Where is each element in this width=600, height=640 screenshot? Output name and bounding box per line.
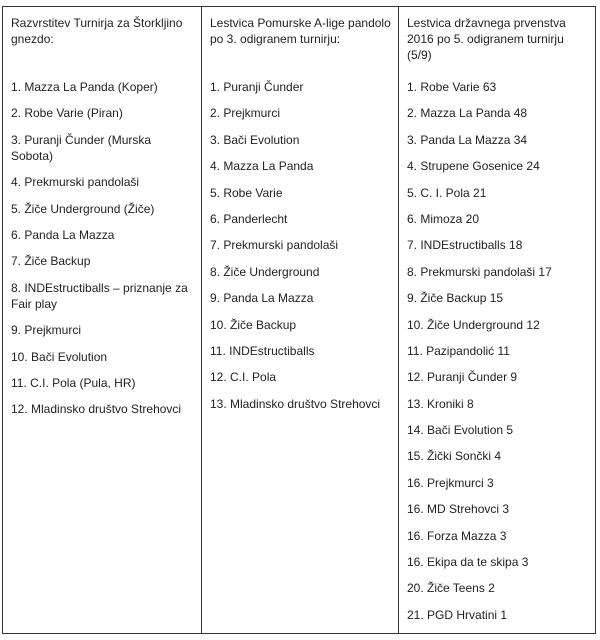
list-item: 8. Žiče Underground <box>210 264 320 279</box>
column-title: Razvrstitev Turnirja za Štorkljino gnezdo: <box>11 16 183 46</box>
list-item: 3. Bači Evolution <box>210 132 300 147</box>
list-item: 12. Mladinsko društvo Strehovci <box>11 402 182 417</box>
list-item: 2. Robe Varie (Piran) <box>11 106 123 121</box>
list-item: 3. Puranji Čunder (Murska Sobota) <box>11 132 152 163</box>
list-item: 10. Žiče Backup <box>210 317 297 332</box>
ranking-list <box>407 79 589 623</box>
standings-table <box>2 6 596 634</box>
list-item: 15. Žički Sončki 4 <box>407 449 502 464</box>
list-item: 1. Puranji Čunder <box>210 80 304 94</box>
list-item: 1. Mazza La Panda (Koper) <box>11 80 158 94</box>
list-item: 16. MD Strehovci 3 <box>407 502 510 517</box>
column-title: Lestvica državnega prvenstva 2016 po 5. odigranem turnirju (5/9) <box>407 16 566 62</box>
list-item: 10. Bači Evolution <box>11 349 108 364</box>
list-item: 5. Robe Varie <box>210 185 283 200</box>
list-item: 1. Robe Varie 63 <box>407 80 497 94</box>
list-item: 11. INDEstructiballs <box>210 343 315 358</box>
list-item: 11. C.I. Pola (Pula, HR) <box>11 375 136 390</box>
list-item: 13. Kroniki 8 <box>407 396 474 411</box>
list-item: 7. Prekmurski pandolaši <box>210 238 339 253</box>
list-item: 9. Žiče Backup 15 <box>407 291 504 306</box>
ranking-list <box>210 79 392 412</box>
list-item: 3. Panda La Mazza 34 <box>407 132 528 147</box>
list-item: 4. Strupene Gosenice 24 <box>407 159 540 174</box>
list-item: 6. Panda La Mazza <box>11 227 115 242</box>
list-item: 5. C. I. Pola 21 <box>407 185 487 200</box>
list-item: 16. Prejkmurci 3 <box>407 475 494 490</box>
list-item: 2. Prejkmurci <box>210 106 281 121</box>
list-item: 8. Prekmurski pandolaši 17 <box>407 264 552 279</box>
list-item: 20. Žiče Teens 2 <box>407 581 495 596</box>
list-item: 7. INDEstructiballs 18 <box>407 238 523 253</box>
list-item: 4. Mazza La Panda <box>210 159 314 174</box>
list-item: 2. Mazza La Panda 48 <box>407 106 528 121</box>
column-tournament-ranking <box>3 7 202 633</box>
column-title: Lestvica Pomurske A-lige pandolo po 3. odigranem turnirju: <box>210 16 391 46</box>
list-item: 13. Mladinsko društvo Strehovci <box>210 396 381 411</box>
list-item: 7. Žiče Backup <box>11 254 91 269</box>
list-item: 4. Prekmurski pandolaši <box>11 175 140 190</box>
list-item: 21. PGD Hrvatini 1 <box>407 607 508 622</box>
list-item: 11. Pazipandolić 11 <box>407 343 510 358</box>
list-item: 6. Panderlecht <box>210 211 288 226</box>
list-item: 12. Puranji Čunder 9 <box>407 370 518 385</box>
list-item: 10. Žiče Underground 12 <box>407 317 540 332</box>
list-item: 5. Žiče Underground (Žiče) <box>11 201 155 216</box>
ranking-list <box>11 79 195 417</box>
list-item: 9. Prejkmurci <box>11 323 82 338</box>
list-item: 12. C.I. Pola <box>210 370 277 385</box>
list-item: 14. Bači Evolution 5 <box>407 423 514 438</box>
list-item: 9. Panda La Mazza <box>210 291 314 306</box>
column-league-standings <box>202 7 399 633</box>
list-item: 16. Forza Mazza 3 <box>407 528 507 543</box>
list-item: 8. INDEstructiballs – priznanje za Fair play <box>11 280 188 311</box>
list-item: 16. Ekipa da te skipa 3 <box>407 555 529 570</box>
column-national-championship <box>399 7 595 633</box>
list-item: 6. Mimoza 20 <box>407 211 480 226</box>
